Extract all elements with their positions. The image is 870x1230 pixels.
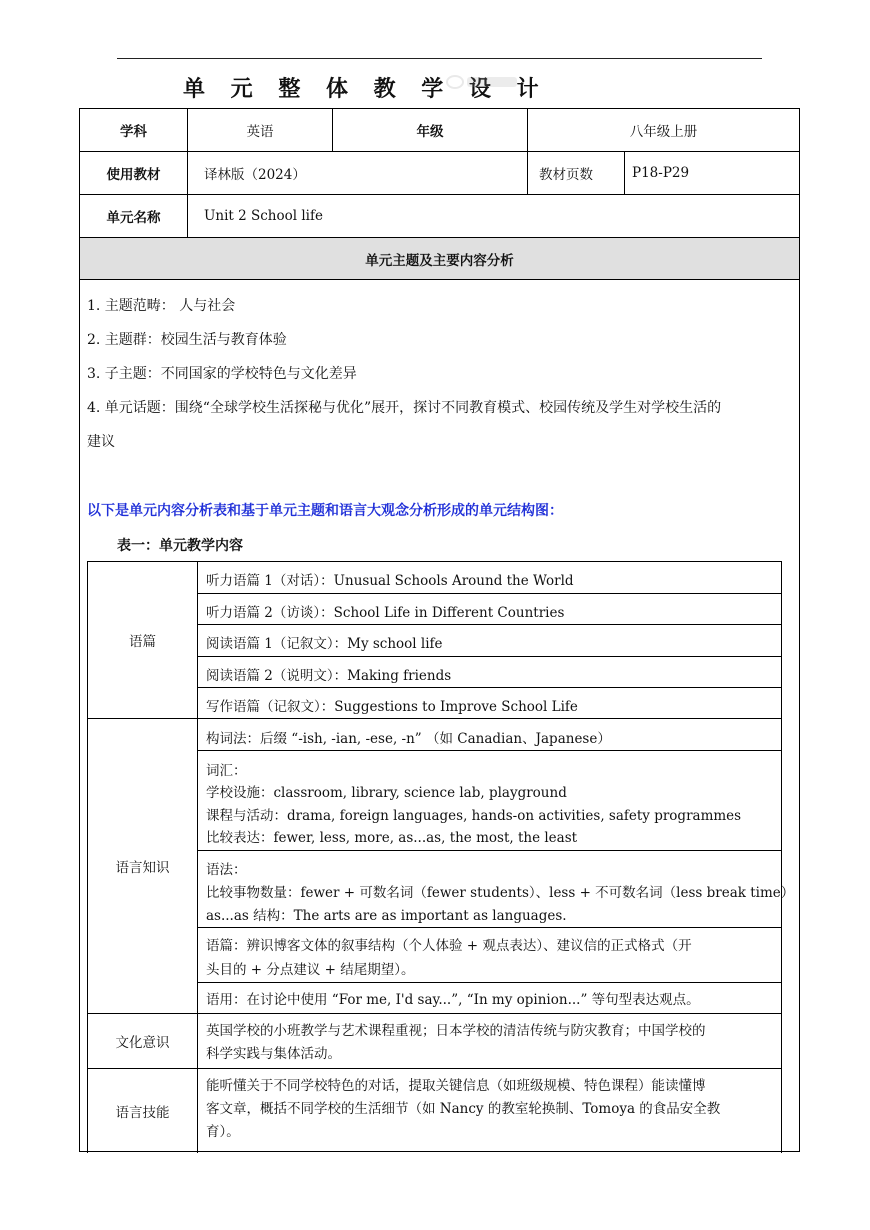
grammar-line-2: 比较事物数量：fewer + 可数名词（fewer students）、less + 不可数名词（less break time） xyxy=(206,885,795,901)
unit-value: Unit 2 School life xyxy=(204,208,323,224)
watermark-logo xyxy=(445,72,521,92)
text-item-5: 写作语篇（记叙文）：Suggestions to Improve School Life xyxy=(206,699,578,715)
discourse-line-1: 语篇：辨识博客文体的叙事结构（个人体验 + 观点表达）、建议信的正式格式（开 xyxy=(206,938,692,954)
skills-line-1: 能听懂关于不同学校特色的对话，提取关键信息（如班级规模、特色课程）能读懂博 xyxy=(206,1078,706,1094)
usage-line: 语用：在讨论中使用 “For me, I'd say...”, “In my opinion...” 等句型表达观点。 xyxy=(206,992,700,1008)
analysis-item-4-cont: 建议 xyxy=(87,434,115,450)
discourse-line-2: 头目的 + 分点建议 + 结尾期望）。 xyxy=(206,962,415,978)
textbook-value: 译林版（2024） xyxy=(204,167,306,183)
culture-line-2: 科学实践与集体活动。 xyxy=(206,1046,341,1062)
grammar-line-1: 语法： xyxy=(206,862,247,878)
culture-label: 文化意识 xyxy=(115,1035,170,1051)
subject-value: 英语 xyxy=(246,124,274,140)
skills-line-3: 育）。 xyxy=(206,1124,240,1140)
pages-label: 教材页数 xyxy=(539,167,593,183)
word-formation: 构词法：后缀 “-ish, -ian, -ese, -n” （如 Canadian、Japanese） xyxy=(206,731,611,747)
pages-value: P18-P29 xyxy=(632,165,690,181)
knowledge-label: 语言知识 xyxy=(115,860,170,876)
grade-label: 年级 xyxy=(416,124,444,140)
subject-label: 学科 xyxy=(120,124,147,140)
analysis-item-1: 1. 主题范畴： 人与社会 xyxy=(87,298,236,314)
grade-value: 八年级上册 xyxy=(629,124,698,140)
text-item-4: 阅读语篇 2（说明文）：Making friends xyxy=(206,668,452,684)
textbook-label: 使用教材 xyxy=(106,167,161,183)
vocab-line-3: 课程与活动：drama, foreign languages, hands-on activities, safety programmes xyxy=(206,808,742,824)
header-rule xyxy=(117,58,762,59)
text-item-1: 听力语篇 1（对话）：Unusual Schools Around the World xyxy=(206,573,574,589)
vocab-line-4: 比较表达：fewer, less, more, as...as, the most, the least xyxy=(206,830,578,846)
culture-line-1: 英国学校的小班教学与艺术课程重视；日本学校的清洁传统与防灾教育；中国学校的 xyxy=(206,1023,706,1039)
analysis-item-2: 2. 主题群：校园生活与教育体验 xyxy=(87,332,287,348)
vocab-line-1: 词汇： xyxy=(206,763,247,779)
skills-line-2: 客文章，概括不同学校的生活细节（如 Nancy 的教室轮换制、Tomoya 的食品安全教 xyxy=(206,1101,721,1117)
grammar-line-3: as...as 结构：The arts are as important as languages. xyxy=(206,908,567,924)
text-item-3: 阅读语篇 1（记叙文）：My school life xyxy=(206,636,443,652)
analysis-heading: 单元主题及主要内容分析 xyxy=(365,252,514,269)
analysis-item-4: 4. 单元话题：围绕“全球学校生活探秘与优化”展开，探讨不同教育模式、校园传统及学生对学校生活的 xyxy=(87,400,722,416)
page-title: 单 元 整 体 教 学 设 计 xyxy=(183,77,548,102)
text-item-2: 听力语篇 2（访谈）：School Life in Different Countries xyxy=(206,605,565,621)
skills-label: 语言技能 xyxy=(115,1105,170,1121)
analysis-item-3: 3. 子主题：不同国家的学校特色与文化差异 xyxy=(87,366,357,382)
unit-label: 单元名称 xyxy=(106,210,161,226)
texts-label: 语篇 xyxy=(129,634,156,650)
vocab-line-2: 学校设施：classroom, library, science lab, playground xyxy=(206,785,567,801)
intro-text: 以下是单元内容分析表和基于单元主题和语言大观念分析形成的单元结构图： xyxy=(87,503,563,519)
table1-caption: 表一：单元教学内容 xyxy=(117,538,243,554)
